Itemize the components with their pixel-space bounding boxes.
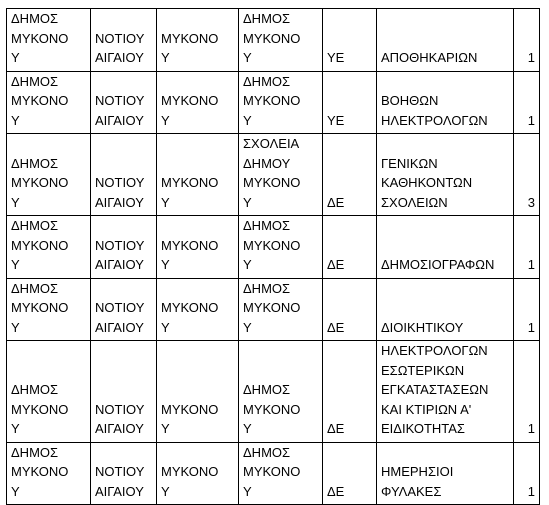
unit-cell: ΜΥΚΟΝΟ Υ: [157, 341, 239, 443]
region-cell: ΝΟΤΙΟΥ ΑΙΓΑΙΟΥ: [91, 71, 157, 134]
specialty-cell: ΔΙΟΙΚΗΤΙΚΟΥ: [377, 278, 514, 341]
specialty-cell: ΗΜΕΡΗΣΙΟΙ ΦΥΛΑΚΕΣ: [377, 442, 514, 505]
count-cell: 1: [514, 442, 540, 505]
region-cell: ΝΟΤΙΟΥ ΑΙΓΑΙΟΥ: [91, 216, 157, 279]
category-cell: ΔΕ: [323, 134, 377, 216]
count-cell: 1: [514, 216, 540, 279]
count-cell: 1: [514, 278, 540, 341]
municipality-cell: ΔΗΜΟΣ ΜΥΚΟΝΟ Υ: [7, 216, 91, 279]
table-body: [7, 9, 540, 505]
count-cell: 1: [514, 9, 540, 72]
count-cell: 1: [514, 341, 540, 443]
service-cell: ΣΧΟΛΕΙΑ ΔΗΜΟΥ ΜΥΚΟΝΟ Υ: [239, 134, 323, 216]
table-row: [7, 134, 540, 216]
region-cell: ΝΟΤΙΟΥ ΑΙΓΑΙΟΥ: [91, 278, 157, 341]
table-row: [7, 341, 540, 443]
category-cell: ΥΕ: [323, 9, 377, 72]
region-cell: ΝΟΤΙΟΥ ΑΙΓΑΙΟΥ: [91, 134, 157, 216]
table-row: [7, 71, 540, 134]
municipality-cell: ΔΗΜΟΣ ΜΥΚΟΝΟ Υ: [7, 442, 91, 505]
specialty-cell: ΓΕΝΙΚΩΝ ΚΑΘΗΚΟΝΤΩΝ ΣΧΟΛΕΙΩΝ: [377, 134, 514, 216]
category-cell: ΔΕ: [323, 341, 377, 443]
positions-table: [6, 8, 540, 505]
region-cell: ΝΟΤΙΟΥ ΑΙΓΑΙΟΥ: [91, 442, 157, 505]
unit-cell: ΜΥΚΟΝΟ Υ: [157, 278, 239, 341]
specialty-cell: ΑΠΟΘΗΚΑΡΙΩΝ: [377, 9, 514, 72]
count-cell: 1: [514, 71, 540, 134]
unit-cell: ΜΥΚΟΝΟ Υ: [157, 9, 239, 72]
count-cell: 3: [514, 134, 540, 216]
table-row: [7, 9, 540, 72]
category-cell: ΔΕ: [323, 216, 377, 279]
unit-cell: ΜΥΚΟΝΟ Υ: [157, 134, 239, 216]
unit-cell: ΜΥΚΟΝΟ Υ: [157, 216, 239, 279]
specialty-cell: ΗΛΕΚΤΡΟΛΟΓΩΝ ΕΣΩΤΕΡΙΚΩΝ ΕΓΚΑΤΑΣΤΑΣΕΩΝ ΚΑΙ ΚΤΙΡΙΩΝ Α' ΕΙΔΙΚΟΤΗΤΑΣ: [377, 341, 514, 443]
table-row: [7, 278, 540, 341]
service-cell: ΔΗΜΟΣ ΜΥΚΟΝΟ Υ: [239, 341, 323, 443]
service-cell: ΔΗΜΟΣ ΜΥΚΟΝΟ Υ: [239, 71, 323, 134]
municipality-cell: ΔΗΜΟΣ ΜΥΚΟΝΟ Υ: [7, 71, 91, 134]
municipality-cell: ΔΗΜΟΣ ΜΥΚΟΝΟ Υ: [7, 341, 91, 443]
service-cell: ΔΗΜΟΣ ΜΥΚΟΝΟ Υ: [239, 278, 323, 341]
category-cell: ΥΕ: [323, 71, 377, 134]
unit-cell: ΜΥΚΟΝΟ Υ: [157, 71, 239, 134]
table-row: [7, 216, 540, 279]
category-cell: ΔΕ: [323, 278, 377, 341]
unit-cell: ΜΥΚΟΝΟ Υ: [157, 442, 239, 505]
service-cell: ΔΗΜΟΣ ΜΥΚΟΝΟ Υ: [239, 9, 323, 72]
municipality-cell: ΔΗΜΟΣ ΜΥΚΟΝΟ Υ: [7, 134, 91, 216]
region-cell: ΝΟΤΙΟΥ ΑΙΓΑΙΟΥ: [91, 9, 157, 72]
region-cell: ΝΟΤΙΟΥ ΑΙΓΑΙΟΥ: [91, 341, 157, 443]
service-cell: ΔΗΜΟΣ ΜΥΚΟΝΟ Υ: [239, 216, 323, 279]
specialty-cell: ΒΟΗΘΩΝ ΗΛΕΚΤΡΟΛΟΓΩΝ: [377, 71, 514, 134]
specialty-cell: ΔΗΜΟΣΙΟΓΡΑΦΩΝ: [377, 216, 514, 279]
municipality-cell: ΔΗΜΟΣ ΜΥΚΟΝΟ Υ: [7, 278, 91, 341]
table-row: [7, 442, 540, 505]
category-cell: ΔΕ: [323, 442, 377, 505]
service-cell: ΔΗΜΟΣ ΜΥΚΟΝΟ Υ: [239, 442, 323, 505]
municipality-cell: ΔΗΜΟΣ ΜΥΚΟΝΟ Υ: [7, 9, 91, 72]
